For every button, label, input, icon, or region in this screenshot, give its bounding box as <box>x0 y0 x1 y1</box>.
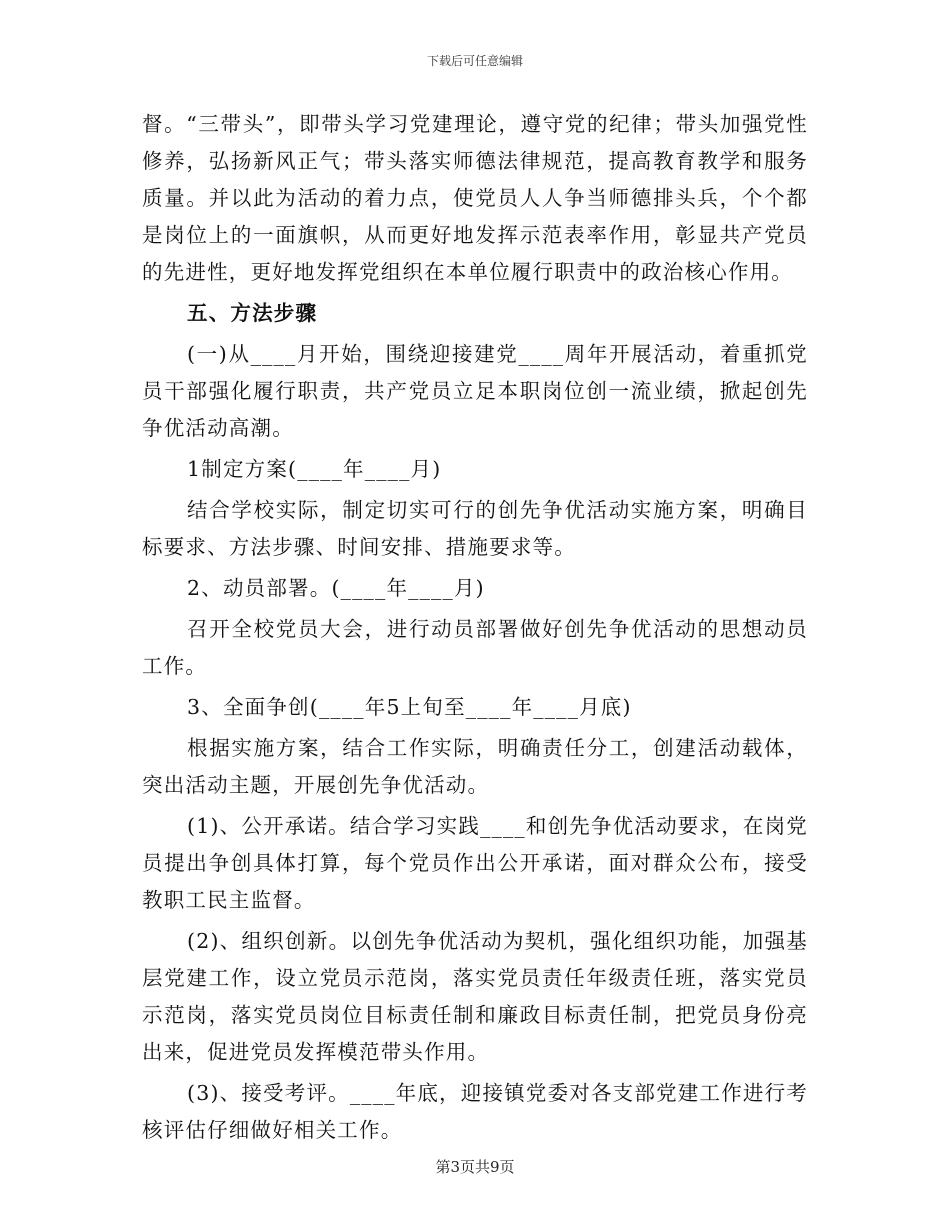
paragraph-plan: 结合学校实际，制定切实可行的创先争优活动实施方案，明确目标要求、方法步骤、时间安排、措施要求等。 <box>142 498 808 559</box>
paragraph-evaluation: (3)、接受考评。____年底，迎接镇党委对各支部党建工作进行考核评估仔细做好相关工作。 <box>142 1081 808 1142</box>
subheading-compete: 3、全面争创(____年5上旬至____年____月底) <box>187 695 632 719</box>
paragraph-commitment: (1)、公开承诺。结合学习实践____和创先争优活动要求，在岗党员提出争创具体打算，每个党员作出公开承诺，面对群众公布，接受教职工民主监督。 <box>142 814 808 912</box>
paragraph-mobilize: 召开全校党员大会，进行动员部署做好创先争优活动的思想动员工作。 <box>142 617 808 678</box>
section-heading-methods: 五、方法步骤 <box>187 301 318 325</box>
subheading-plan: 1制定方案(____年____月) <box>187 457 442 481</box>
paragraph-innovation: (2)、组织创新。以创先争优活动为契机，强化组织功能，加强基层党建工作，设立党员示范岗，落实党员责任年级责任班，落实党员示范岗，落实党员岗位目标责任制和廉政目标责任制，把党员身份亮出来，促进党员发挥模范带头作用。 <box>142 929 808 1064</box>
document-body <box>142 106 808 1153</box>
paragraph-step-one: (一)从____月开始，围绕迎接建党____周年开展活动，着重抓党员干部强化履行职责，共产党员立足本职岗位创一流业绩，掀起创先争优活动高潮。 <box>142 342 808 440</box>
page-number: 第3页共9页 <box>435 1158 515 1176</box>
paragraph-compete: 根据实施方案，结合工作实际，明确责任分工，创建活动载体，突出活动主题，开展创先争优活动。 <box>142 736 808 797</box>
paragraph-intro-continuation: 督。“三带头”，即带头学习党建理论，遵守党的纪律；带头加强党性修养，弘扬新风正气；带头落实师德法律规范，提高教育教学和服务质量。并以此为活动的着力点，使党员人人争当师德排头兵，个个都是岗位上的一面旗帜，从而更好地发挥示范表率作用，彰显共产党员的先进性，更好地发挥党组织在本单位履行职责中的政治核心作用。 <box>142 112 808 284</box>
subheading-mobilize: 2、动员部署。(____年____月) <box>187 576 485 600</box>
page-header: 下载后可任意编辑 <box>426 54 523 68</box>
